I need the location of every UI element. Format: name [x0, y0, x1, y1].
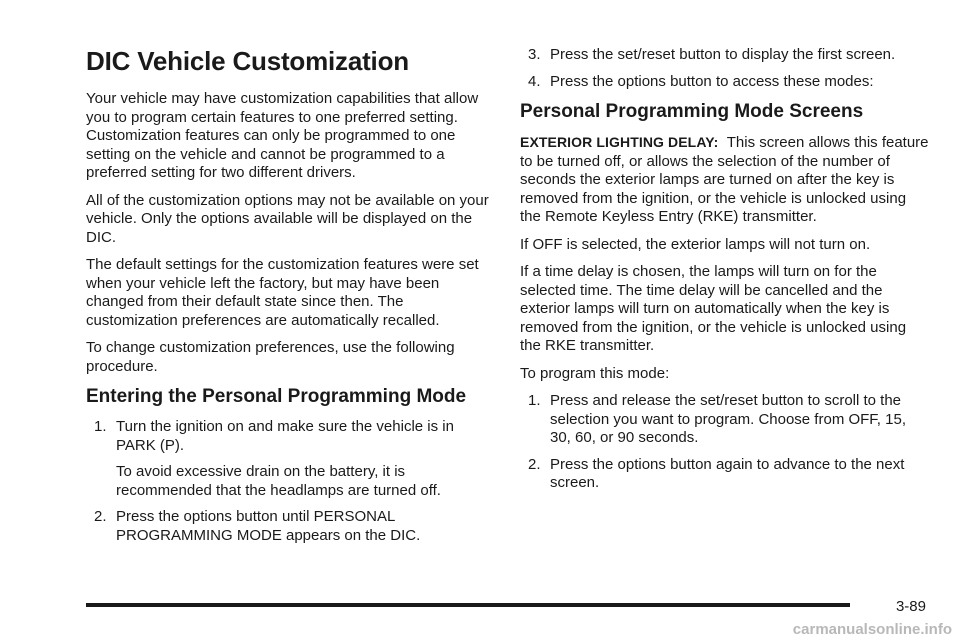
procedure-intro-paragraph: To change customization preferences, use the following procedure. — [86, 339, 455, 375]
step-number: 1. — [94, 418, 107, 435]
off-paragraph: If OFF is selected, the exterior lamps will not turn on. — [520, 235, 871, 253]
page-title: DIC Vehicle Customization — [86, 46, 409, 76]
footer-rule — [86, 603, 850, 607]
lead-label: EXTERIOR LIGHTING DELAY: — [520, 134, 719, 150]
step-text: Press and release the set/reset button to scroll to the selection you want to program. Choose from OFF, 15, 30, 60, or 90 seconds. — [550, 392, 906, 446]
watermark: carmanualsonline.info — [792, 621, 952, 638]
step-text: Press the options button again to advance to the next screen. — [550, 455, 905, 491]
program-intro-paragraph: To program this mode: — [520, 364, 670, 382]
list-item — [528, 392, 930, 448]
section-heading-screens: Personal Programming Mode Screens — [520, 101, 864, 122]
default-settings-paragraph: The default settings for the customization features were set when your vehicle left the factory, but may have been changed from their default state since then. The customization preferences are automatically recalled. — [86, 256, 479, 329]
list-item — [528, 73, 930, 92]
list-item — [528, 456, 930, 493]
list-item — [94, 508, 496, 545]
step-text: Press the options button to access these modes: — [550, 72, 874, 90]
step-number: 2. — [94, 508, 107, 525]
program-steps-list — [528, 392, 930, 493]
page-number: 3-89 — [895, 598, 926, 615]
step-number: 2. — [528, 455, 541, 473]
step-text: Press the options button until PERSONAL PROGRAMMING MODE appears on the DIC. — [116, 508, 421, 544]
intro-paragraph: Your vehicle may have customization capabilities that allow you to program certain features to one preferred setting. Customization features can only be programmed to one setting on the vehicle and cannot be programmed to a preferred setting for two different drivers. — [86, 90, 479, 181]
exterior-lighting-paragraph — [520, 133, 930, 227]
step-number: 4. — [528, 72, 541, 90]
lead-text: This screen allows this feature to be turned off, or allows the selection of the number of seconds the exterior lamps are turned on after the key is removed from the ignition, or the vehicle is unlocked using the Remote Keyless Entry (RKE) transmitter. — [520, 134, 929, 225]
entering-steps-list — [94, 418, 496, 545]
left-column — [86, 40, 496, 554]
delay-paragraph: If a time delay is chosen, the lamps will turn on for the selected time. The time delay will be cancelled and the exterior lamps will turn on automatically when the key is removed from the ignition, or the vehicle is unlocked using the RKE transmitter. — [520, 263, 907, 354]
step-number: 3. — [528, 46, 541, 63]
section-heading-entering: Entering the Personal Programming Mode — [86, 386, 467, 407]
list-item — [528, 46, 930, 65]
step-number: 1. — [528, 392, 541, 409]
right-column — [520, 46, 930, 502]
step-text: Press the set/reset button to display the first screen. — [550, 46, 896, 63]
step-text: Turn the ignition on and make sure the vehicle is in PARK (P). — [116, 418, 454, 454]
continued-steps-list — [528, 46, 930, 91]
availability-paragraph: All of the customization options may not be available on your vehicle. Only the options available will be displayed on the DIC. — [86, 191, 489, 246]
list-item — [94, 418, 496, 500]
step-note: To avoid excessive drain on the battery, it is recommended that the headlamps are turned off. — [116, 463, 441, 499]
